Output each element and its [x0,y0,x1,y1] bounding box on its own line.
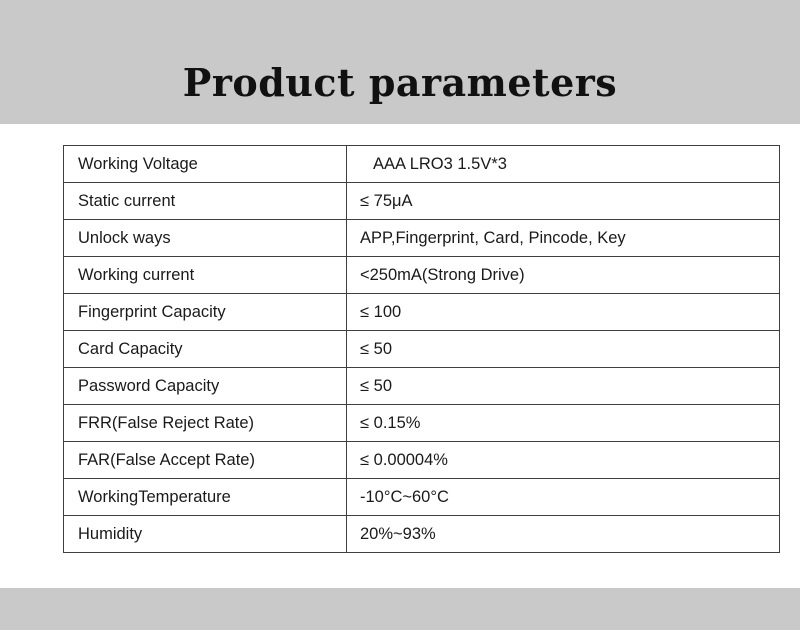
parameter-name: FAR(False Accept Rate) [64,442,347,479]
parameters-table-container [63,145,739,553]
parameter-value: -10°C~60°C [347,479,780,516]
parameter-value: 20%~93% [347,516,780,553]
table-row [64,294,780,331]
parameter-value: ≤ 50 [347,368,780,405]
parameter-name: Password Capacity [64,368,347,405]
parameter-name: Card Capacity [64,331,347,368]
parameters-table-body [64,146,780,553]
table-row [64,368,780,405]
parameter-value: ≤ 100 [347,294,780,331]
parameter-name: Static current [64,183,347,220]
parameter-name: Fingerprint Capacity [64,294,347,331]
table-row [64,183,780,220]
table-row [64,257,780,294]
table-row [64,331,780,368]
parameter-value: AAA LRO3 1.5V*3 [347,146,780,183]
table-row [64,479,780,516]
top-grey-band [0,0,800,42]
parameter-name: Humidity [64,516,347,553]
table-row [64,405,780,442]
parameter-name: Working current [64,257,347,294]
parameter-value: ≤ 75μA [347,183,780,220]
parameter-name: FRR(False Reject Rate) [64,405,347,442]
table-row [64,516,780,553]
table-row [64,146,780,183]
parameter-value: APP,Fingerprint, Card, Pincode, Key [347,220,780,257]
table-row [64,220,780,257]
parameter-value: ≤ 50 [347,331,780,368]
bottom-grey-band [0,588,800,630]
parameter-name: Working Voltage [64,146,347,183]
page-title: Product parameters [182,60,618,105]
parameter-value: ≤ 0.15% [347,405,780,442]
parameter-name: WorkingTemperature [64,479,347,516]
title-band [0,42,800,124]
parameter-name: Unlock ways [64,220,347,257]
table-row [64,442,780,479]
parameter-value: ≤ 0.00004% [347,442,780,479]
parameter-value: <250mA(Strong Drive) [347,257,780,294]
parameters-table [63,145,780,553]
